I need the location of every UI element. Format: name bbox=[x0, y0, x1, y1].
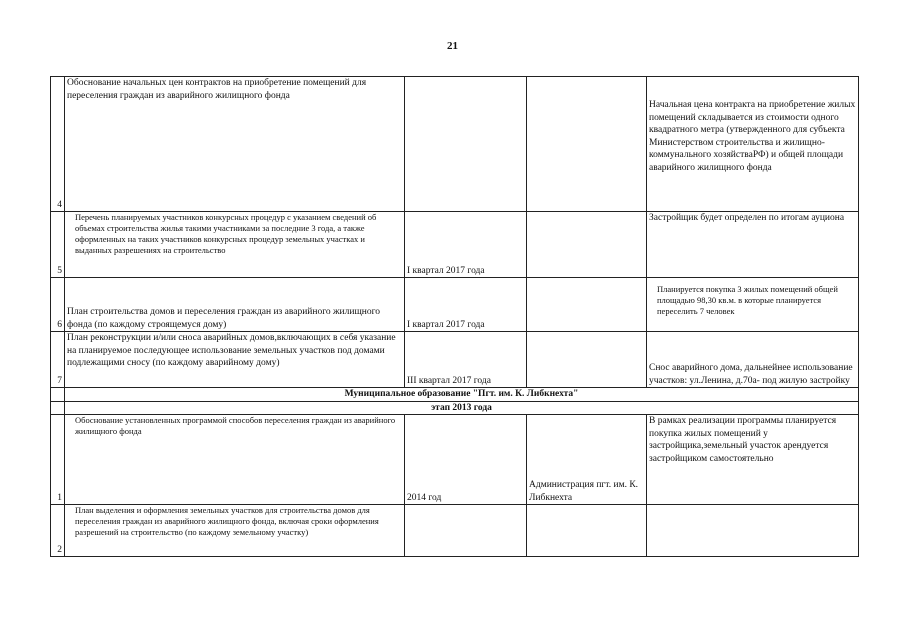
row-description: План реконструкции и/или сноса аварийных домов,включающих в себя указание на планируемое последующее использование земельных участков под домами подлежащими сносу (по каждому аварийному дому) bbox=[65, 332, 405, 388]
row-term bbox=[405, 77, 527, 212]
row-term: I квартал 2017 года bbox=[405, 278, 527, 332]
section-row bbox=[51, 388, 859, 402]
row-responsible bbox=[527, 77, 647, 212]
row-note: Планируется покупка 3 жилых помещений общей площадью 98,30 кв.м. в которые планируется переселить 7 человек bbox=[647, 278, 859, 332]
page-number: 21 bbox=[447, 40, 458, 52]
row-note: Застройщик будет определен по итогам ауциона bbox=[647, 212, 859, 278]
row-term: III квартал 2017 года bbox=[405, 332, 527, 388]
row-number: 7 bbox=[51, 332, 65, 388]
stage-heading: этап 2013 года bbox=[65, 401, 859, 415]
table-row bbox=[51, 415, 859, 505]
table-row bbox=[51, 332, 859, 388]
row-responsible bbox=[527, 505, 647, 557]
row-description: План строительства домов и переселения граждан из аварийного жилищного фонда (по каждому строящемуся дому) bbox=[65, 278, 405, 332]
row-note bbox=[647, 505, 859, 557]
table-row bbox=[51, 77, 859, 212]
row-number: 1 bbox=[51, 415, 65, 505]
municipality-heading: Муниципальное образование "Пгт. им. К. Либкнехта" bbox=[65, 388, 859, 402]
row-term: I квартал 2017 года bbox=[405, 212, 527, 278]
row-description: Перечень планируемых участников конкурсных процедур с указанием сведений об объемах строительства жилья такими участниками за последние 3 года, а также оформленных на таких участников конкурсных процедур земельных участках и выданных разрешениях на строительство bbox=[65, 212, 405, 278]
row-term: 2014 год bbox=[405, 415, 527, 505]
row-number: 4 bbox=[51, 77, 65, 212]
row-description: Обоснование установленных программой способов переселения граждан из аварийного жилищного фонда bbox=[65, 415, 405, 505]
row-responsible bbox=[527, 212, 647, 278]
row-responsible: Администрация пгт. им. К. Либкнехта bbox=[527, 415, 647, 505]
table-row bbox=[51, 212, 859, 278]
table-row bbox=[51, 505, 859, 557]
table-row bbox=[51, 278, 859, 332]
measures-table bbox=[50, 76, 859, 557]
row-responsible bbox=[527, 332, 647, 388]
row-responsible bbox=[527, 278, 647, 332]
row-number: 5 bbox=[51, 212, 65, 278]
row-description: План выделения и оформления земельных участков для строительства домов для переселения граждан из аварийного жилищного фонда, включая сроки оформления разрешений на строительство (по каждому земельному участку) bbox=[65, 505, 405, 557]
stage-row bbox=[51, 401, 859, 415]
row-note: Снос аварийного дома, дальнейнее использование участков: ул.Ленина, д.70а- под жилую застройку bbox=[647, 332, 859, 388]
row-number: 2 bbox=[51, 505, 65, 557]
row-term bbox=[405, 505, 527, 557]
row-note: Начальная цена контракта на приобретение жилых помещений складывается из стоимости одного квадратного метра (утвержденного для субъекта Министерством строительства и жилищно-коммунального хозяйстваРФ) и общей площади аварийного жилищного фонда bbox=[647, 77, 859, 212]
row-description: Обоснование начальных цен контрактов на приобретение помещений для переселения граждан из аварийного жилищного фонда bbox=[65, 77, 405, 212]
row-note: В рамках реализации программы планируется покупка жилых помещений у застройщика,земельный участок арендуется застройщиком самостоятельно bbox=[647, 415, 859, 505]
row-number: 6 bbox=[51, 278, 65, 332]
